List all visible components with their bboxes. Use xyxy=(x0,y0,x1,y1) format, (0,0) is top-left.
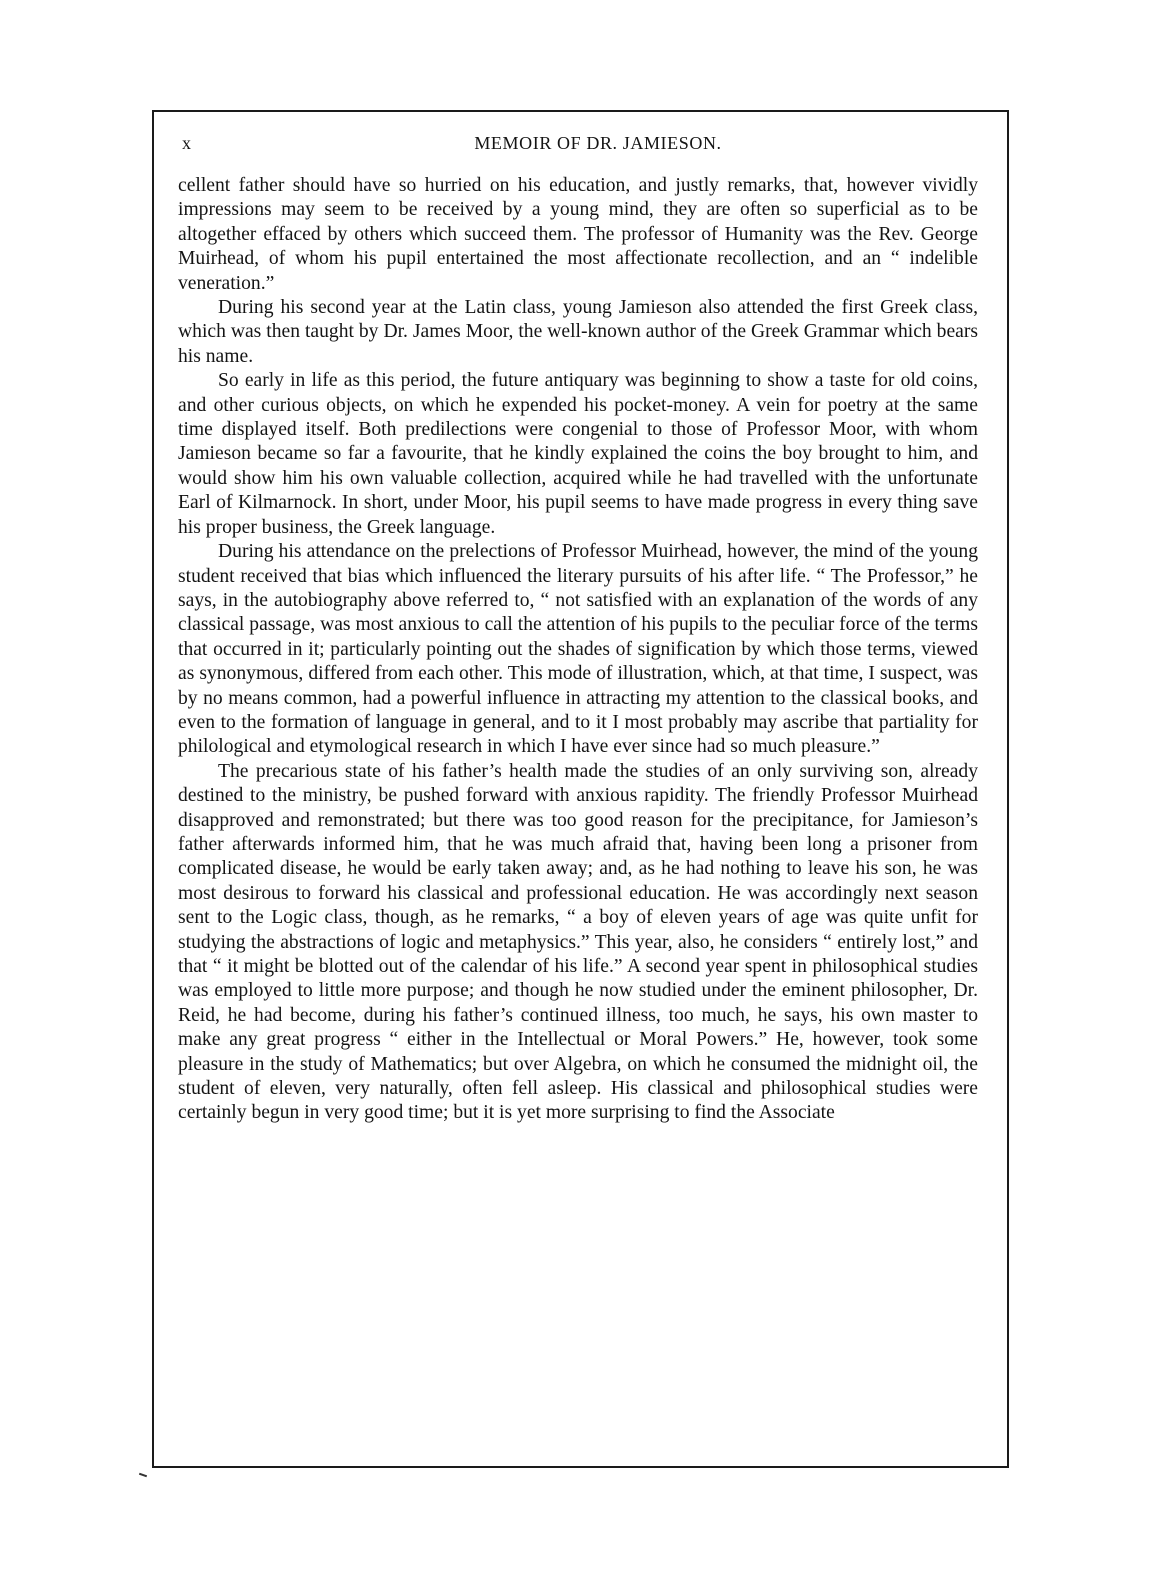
book-page xyxy=(178,133,978,1126)
scan-corner-mark xyxy=(139,1473,147,1478)
paragraph: So early in life as this period, the future antiquary was beginning to show a taste for old coins, and other curious objects, on which he expended his pocket-money. A vein for poetry at the same time displayed itself. Both predilections were congenial to those of Professor Moor, with whom Jamieson became so far a favourite, that he kindly explained the coins the boy brought to him, and would show him his own valuable collection, acquired while he had travelled with the unfortunate Earl of Kilmarnock. In short, under Moor, his pupil seems to have made progress in every thing save his proper business, the Greek language. xyxy=(178,370,978,538)
body-text xyxy=(178,174,978,1126)
paragraph: During his attendance on the prelections of Professor Muirhead, however, the mind of the young student received that bias which influenced the literary pursuits of his after life. “ The Professor,” he says, in the autobiography above referred to, “ not satisfied with an explanation of the words of any classical passage, was most anxious to call the attention of his pupils to the peculiar force of the terms that occurred in it; particularly pointing out the shades of signification by which those terms, viewed as synonymous, differed from each other. This mode of illustration, which, at that time, I suspect, was by no means common, had a powerful influence in attracting my attention to the classical books, and even to the formation of language in general, and to it I most probably may ascribe that partiality for philological and etymological research in which I have ever since had so much pleasure.” xyxy=(178,541,978,758)
paragraph: The precarious state of his father’s health made the studies of an only surviving son, already destined to the ministry, be pushed forward with anxious rapidity. The friendly Professor Muirhead disapproved and remonstrated; but there was too good reason for the precipitance, for Jamieson’s father afterwards informed him, that he was much afraid that, having been long a prisoner from complicated disease, he would be early taken away; and, as he had nothing to leave his son, he was most desirous to forward his classical and professional education. He was accordingly next season sent to the Logic class, though, as he remarks, “ a boy of eleven years of age was quite unfit for studying the abstractions of logic and metaphysics.” This year, also, he considers “ entirely lost,” and that “ it might be blotted out of the calendar of his life.” A second year spent in philosophical studies was employed to little more purpose; and though he now studied under the eminent philosopher, Dr. Reid, he had become, during his father’s continued illness, too much, he says, his own master to make any great progress “ either in the Intellectual or Moral Powers.” He, however, took some pleasure in the study of Mathematics; but over Algebra, on which he consumed the midnight oil, the student of eleven, very naturally, often fell asleep. His classical and philosophical studies were certainly begun in very good time; but it is yet more surprising to find the Associate xyxy=(178,760,978,1124)
running-header xyxy=(178,133,978,163)
running-title: MEMOIR OF DR. JAMIESON. xyxy=(474,133,722,153)
paragraph: cellent father should have so hurried on his education, and justly remarks, that, however vividly impressions may seem to be received by a young mind, they are often so superficial as to be altogether effaced by others which succeed them. The professor of Humanity was the Rev. George Muirhead, of whom his pupil entertained the most affectionate recollection, and an “ indelible veneration.” xyxy=(178,175,978,294)
page-number: x xyxy=(182,133,192,153)
paragraph: During his second year at the Latin class, young Jamieson also attended the first Greek class, which was then taught by Dr. James Moor, the well-known author of the Greek Grammar which bears his name. xyxy=(178,297,978,367)
